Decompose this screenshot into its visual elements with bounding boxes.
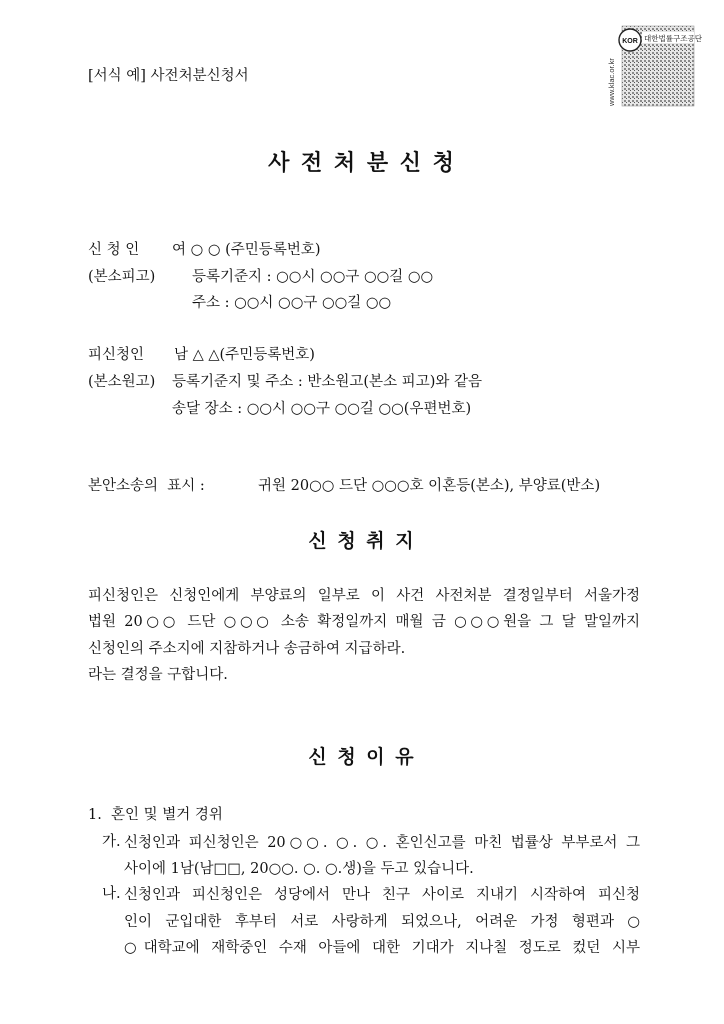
stamp-org-name: 대한법률구조공단 — [644, 34, 702, 43]
applicant-label: 신 청 인 — [88, 242, 140, 258]
item-ga-label: 가. — [102, 834, 121, 850]
applicant-address: 주소 : ○○시 ○○구 ○○길 ○○ — [192, 295, 392, 311]
respondent-name: 남 △ △(주민등록번호) — [174, 347, 315, 363]
item-na-line: ○대학교에 재학중인 수재 아들에 대한 기대가 지나칠 정도로 컸던 시부 — [124, 940, 640, 956]
applicant-role: (본소피고) — [88, 269, 156, 285]
item-na-line: 신청인과 피신청인은 성당에서 만나 친구 사이로 지내기 시작하여 피신청 — [124, 887, 640, 903]
stamp-side-text: www.klac.or.kr — [607, 58, 616, 106]
purpose-line: 법원 20○○ 드단 ○○○ 소송 확정일까지 매월 금 ○○○원을 그 달 말일까지 — [88, 614, 640, 630]
purpose-line: 피신청인은 신청인에게 부양료의 일부로 이 사건 사전처분 결정일부터 서울가정 — [88, 588, 640, 604]
item-na-label: 나. — [102, 886, 121, 902]
respondent-role: (본소원고) — [88, 374, 156, 390]
respondent-delivery: 송달 장소 : ○○시 ○○구 ○○길 ○○(우편번호) — [172, 401, 472, 417]
org-stamp — [604, 24, 702, 108]
reasons-heading: 신 청 이 유 — [308, 746, 416, 768]
case-value: 귀원 20○○ 드단 ○○○호 이혼등(본소), 부양료(반소) — [258, 478, 601, 494]
applicant-registered: 등록기준지 : ○○시 ○○구 ○○길 ○○ — [192, 269, 434, 285]
form-label: [서식 예] 사전처분신청서 — [88, 68, 249, 84]
page-title: 사 전 처 분 신 청 — [268, 150, 456, 176]
item-ga-line: 신청인과 피신청인은 20○○. ○. ○. 혼인신고를 마친 법률상 부부로서 그 — [124, 835, 640, 851]
item-ga-line: 사이에 1남(남□□, 20○○. ○. ○.생)을 두고 있습니다. — [124, 861, 474, 877]
purpose-line: 신청인의 주소지에 지참하거나 송금하여 지급하라. — [88, 641, 406, 657]
respondent-registered: 등록기준지 및 주소 : 반소원고(본소 피고)와 같음 — [172, 374, 482, 390]
purpose-heading: 신 청 취 지 — [308, 530, 416, 552]
stamp-badge: KOR — [622, 38, 638, 45]
qr-seal-icon — [604, 24, 702, 108]
item-na-line: 인이 군입대한 후부터 서로 사랑하게 되었으나, 어려운 가정 형편과 ○ — [124, 914, 640, 930]
case-label: 본안소송의 표시 : — [88, 478, 205, 494]
applicant-name: 여 ○ ○ (주민등록번호) — [172, 242, 321, 258]
reasons-section-1: 1. 혼인 및 별거 경위 — [88, 807, 223, 823]
purpose-line: 라는 결정을 구합니다. — [88, 667, 228, 683]
respondent-label: 피신청인 — [88, 347, 145, 363]
